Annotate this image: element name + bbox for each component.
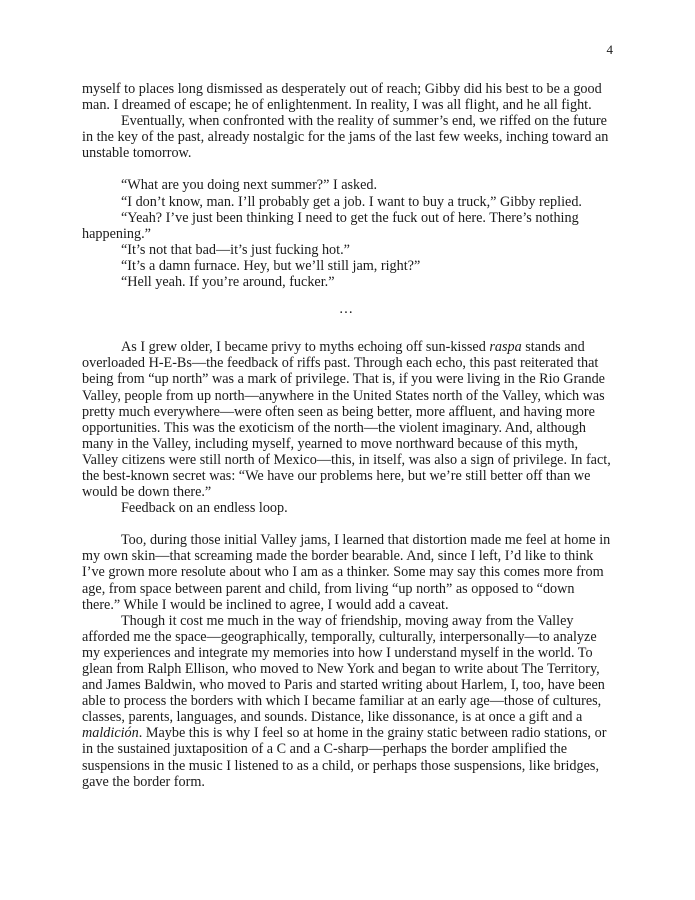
paragraph-distortion: Too, during those initial Valley jams, I learned that distortion made me feel at home in my own skin—that screaming made the border bearable. And, since I left, I’d like to think I’ve grown more resolute about who I am as a thinker. Some may say this comes more from age, from space between parent and child, from living “up north” as opposed to “down there.” While I would be inclined to agree, I would add a caveat. — [82, 532, 611, 613]
dialogue-line-1: “What are you doing next summer?” I asked. — [121, 177, 378, 194]
dialogue-line-5: “It’s a damn furnace. Hey, but we’ll still jam, right?” — [121, 257, 421, 274]
paragraph-1: myself to places long dismissed as desperately out of reach; Gibby did his best to be a good man. I dreamed of escape; he of enlightenment. In reality, I was all flight, and he all fight. — [82, 81, 602, 114]
paragraph-feedback: Feedback on an endless loop. — [121, 500, 288, 517]
document-body — [82, 81, 612, 790]
text-run: As I grew older, I became privy to myths echoing off sun-kissed — [121, 339, 490, 356]
paragraph-2: Eventually, when confronted with the reality of summer’s end, we riffed on the future in the key of the past, already nostalgic for the jams of the last few weeks, inching toward an unstable tomorrow. — [82, 113, 609, 162]
text-run: Though it cost me much in the way of friendship, moving away from the Valley afforded me the space—geographically, temporally, culturally, interpersonally—to analyze my experiences and integrate my memories into how I understand myself in the world. To glean from Ralph Ellison, who moved to New York and began to write about The Territory, and James Baldwin, who moved to Paris and started writing about Harlem, I, too, have been able to process the borders with which I became familiar at an early age—those of cultures, classes, parents, languages, and sounds. Distance, like dissonance, is at once a gift and a — [82, 612, 605, 726]
dialogue-line-2: “I don’t know, man. I’ll probably get a job. I want to buy a truck,” Gibby replied. — [121, 193, 582, 210]
text-run: stands and overloaded H-E-Bs—the feedback of riffs past. Through each echo, this past reiterated that being from “up north” was a mark of privilege. That is, if you were living in the Rio Grande Valley, people from up north—anywhere in the United States north of the Valley, which was pretty much everywhere—were often seen as being better, more affluent, and having more opportunities. This was the exoticism of the north—the violent imaginary. And, although many in the Valley, including myself, yearned to move northward because of this myth, Valley citizens were still north of Mexico—this, in itself, was also a sign of privilege. In fact, the best-known secret was: “We have our problems here, but we’re still better off than we would be down there.” — [82, 339, 611, 501]
italic-word: raspa — [489, 339, 522, 356]
dialogue-line-3: “Yeah? I’ve just been thinking I need to get the fuck out of here. There’s nothing happening.” — [82, 209, 579, 242]
text-run: . Maybe this is why I feel so at home in the grainy static between radio stations, or in the sustained juxtaposition of a C and a C-sharp—perhaps the border amplified the suspensions in the music I listened to as a child, or perhaps those suspensions, like bridges, gave the border form. — [82, 725, 607, 790]
paragraph-distance — [82, 613, 612, 790]
dialogue-line-4: “It’s not that bad—it’s just fucking hot.” — [121, 241, 350, 258]
section-break-ellipsis: … — [338, 301, 356, 318]
paragraph-myths — [82, 339, 612, 500]
dialogue-line-6: “Hell yeah. If you’re around, fucker.” — [121, 274, 335, 291]
italic-word: maldición — [82, 725, 139, 742]
page-number: 4 — [606, 42, 613, 57]
